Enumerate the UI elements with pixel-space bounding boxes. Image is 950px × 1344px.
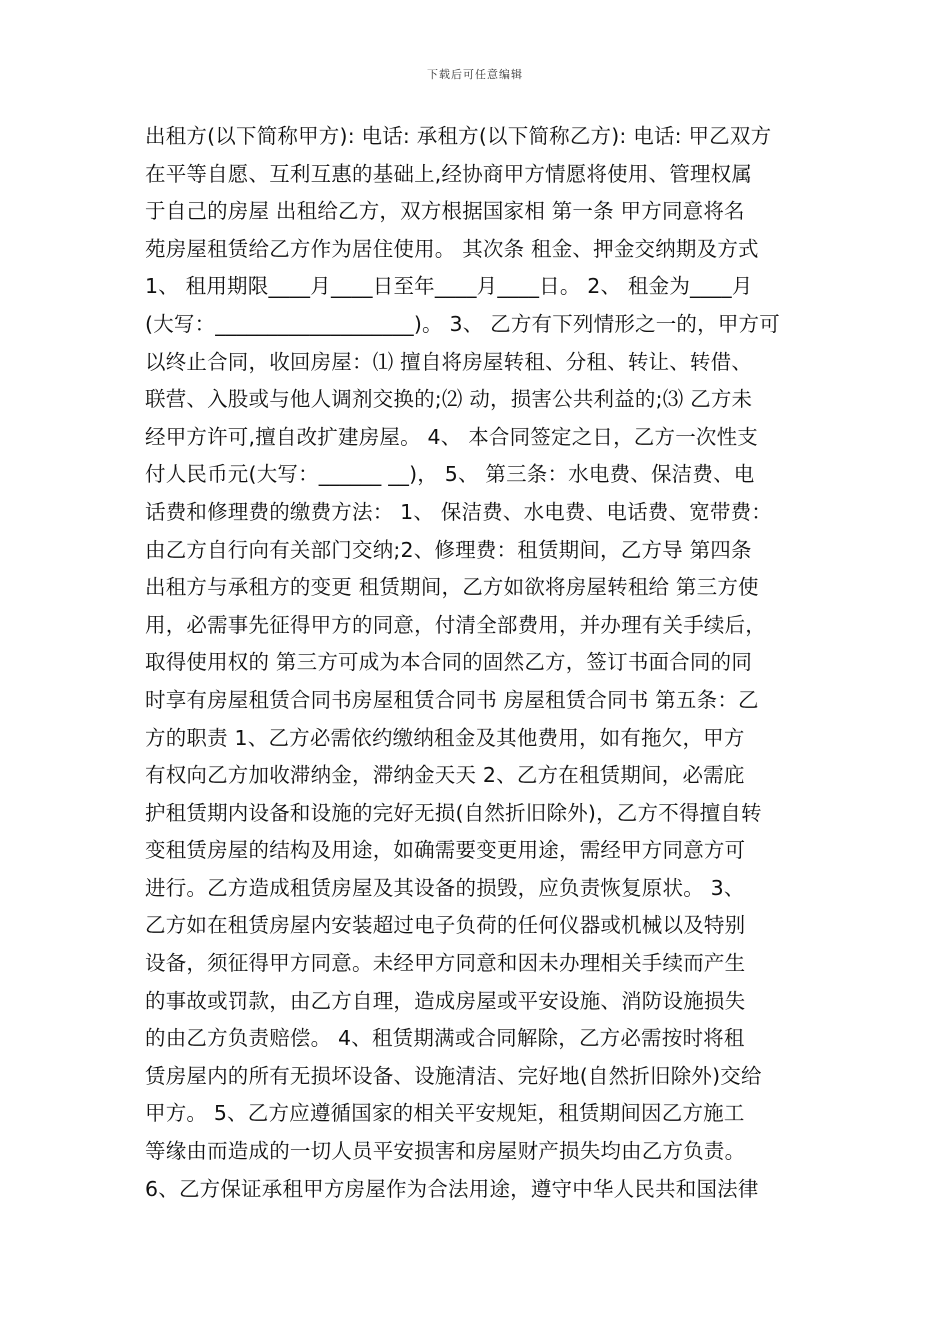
text-line: 甲方。 5、乙方应遵循国家的相关平安规矩，租赁期间因乙方施工 bbox=[145, 1101, 745, 1126]
text-line: 出租方(以下简称甲方): 电话: 承租方(以下简称乙方): 电话: 甲乙双方 bbox=[145, 124, 772, 148]
header-note: 下载后可任意编辑 bbox=[427, 68, 523, 81]
text-line: 护租赁期内设备和设施的完好无损(自然折旧除外)，乙方不得擅自转 bbox=[145, 800, 762, 825]
text-line: 用，必需事先征得甲方的同意，付清全部费用，并办理有关手续后， bbox=[145, 612, 766, 637]
text-line: 联营、入股或与他人调剂交换的;⑵ 动，损害公共利益的;⑶ 乙方未 bbox=[145, 387, 753, 412]
text-line: 的事故或罚款，由乙方自理，造成房屋或平安设施、消防设施损失 bbox=[145, 988, 746, 1013]
text-line: 赁房屋内的所有无损坏设备、设施清洁、完好地(自然折旧除外)交给 bbox=[145, 1063, 762, 1088]
text-line: 于自己的房屋 出租给乙方，双方根据国家相 第一条 甲方同意将名 bbox=[145, 199, 745, 224]
text-line: 在平等自愿、互利互惠的基础上,经协商甲方情愿将使用、管理权属 bbox=[145, 161, 753, 186]
text-line: 有权向乙方加收滞纳金，滞纳金天天 2、乙方在租赁期间，必需庇 bbox=[145, 763, 745, 788]
contract-body bbox=[145, 118, 825, 1208]
text-line: 话费和修理费的缴费方法： 1、 保洁费、水电费、电话费、宽带费： bbox=[145, 499, 772, 524]
text-line: (大写：___________________)。 3、 乙方有下列情形之一的，甲方可 bbox=[145, 311, 780, 336]
text-line: 的由乙方负责赔偿。 4、租赁期满或合同解除，乙方必需按时将租 bbox=[145, 1026, 745, 1051]
text-line: 苑房屋租赁给乙方作为居住使用。 其次条 租金、押金交纳期及方式 bbox=[145, 236, 759, 261]
text-line: 出租方与承租方的变更 租赁期间，乙方如欲将房屋转租给 第三方使 bbox=[145, 575, 759, 600]
text-line: 进行。乙方造成租赁房屋及其设备的损毁，应负责恢复原状。 3、 bbox=[145, 875, 745, 900]
text-line: 6、乙方保证承租甲方房屋作为合法用途，遵守中华人民共和国法律 bbox=[145, 1176, 759, 1201]
text-line: 变租赁房屋的结构及用途，如确需要变更用途，需经甲方同意方可 bbox=[145, 838, 746, 863]
text-line: 以终止合同，收回房屋：⑴ 擅自将房屋转租、分租、转让、转借、 bbox=[145, 349, 753, 374]
text-line: 取得使用权的 第三方可成为本合同的固然乙方，签订书面合同的同 bbox=[145, 650, 753, 675]
text-line: 时享有房屋租赁合同书房屋租赁合同书 房屋租赁合同书 第五条：乙 bbox=[145, 687, 759, 712]
text-line: 设备，须征得甲方同意。未经甲方同意和因未办理相关手续而产生 bbox=[145, 951, 746, 976]
text-line: 1、 租用期限____月____日至年____月____日。 2、 租金为____月 bbox=[145, 274, 753, 299]
text-line: 由乙方自行向有关部门交纳;2、修理费：租赁期间，乙方导 第四条 bbox=[145, 537, 752, 562]
text-line: 乙方如在租赁房屋内安装超过电子负荷的任何仪器或机械以及特别 bbox=[145, 913, 746, 938]
text-line: 经甲方许可,擅自改扩建房屋。 4、 本合同签定之日，乙方一次性支 bbox=[145, 424, 758, 449]
text-line: 付人民币元(大写：______ __)， 5、 第三条：水电费、保洁费、电 bbox=[145, 462, 755, 487]
text-line: 等缘由而造成的一切人员平安损害和房屋财产损失均由乙方负责。 bbox=[145, 1139, 746, 1164]
text-line: 方的职责 1、乙方必需依约缴纳租金及其他费用，如有拖欠，甲方 bbox=[145, 725, 745, 750]
